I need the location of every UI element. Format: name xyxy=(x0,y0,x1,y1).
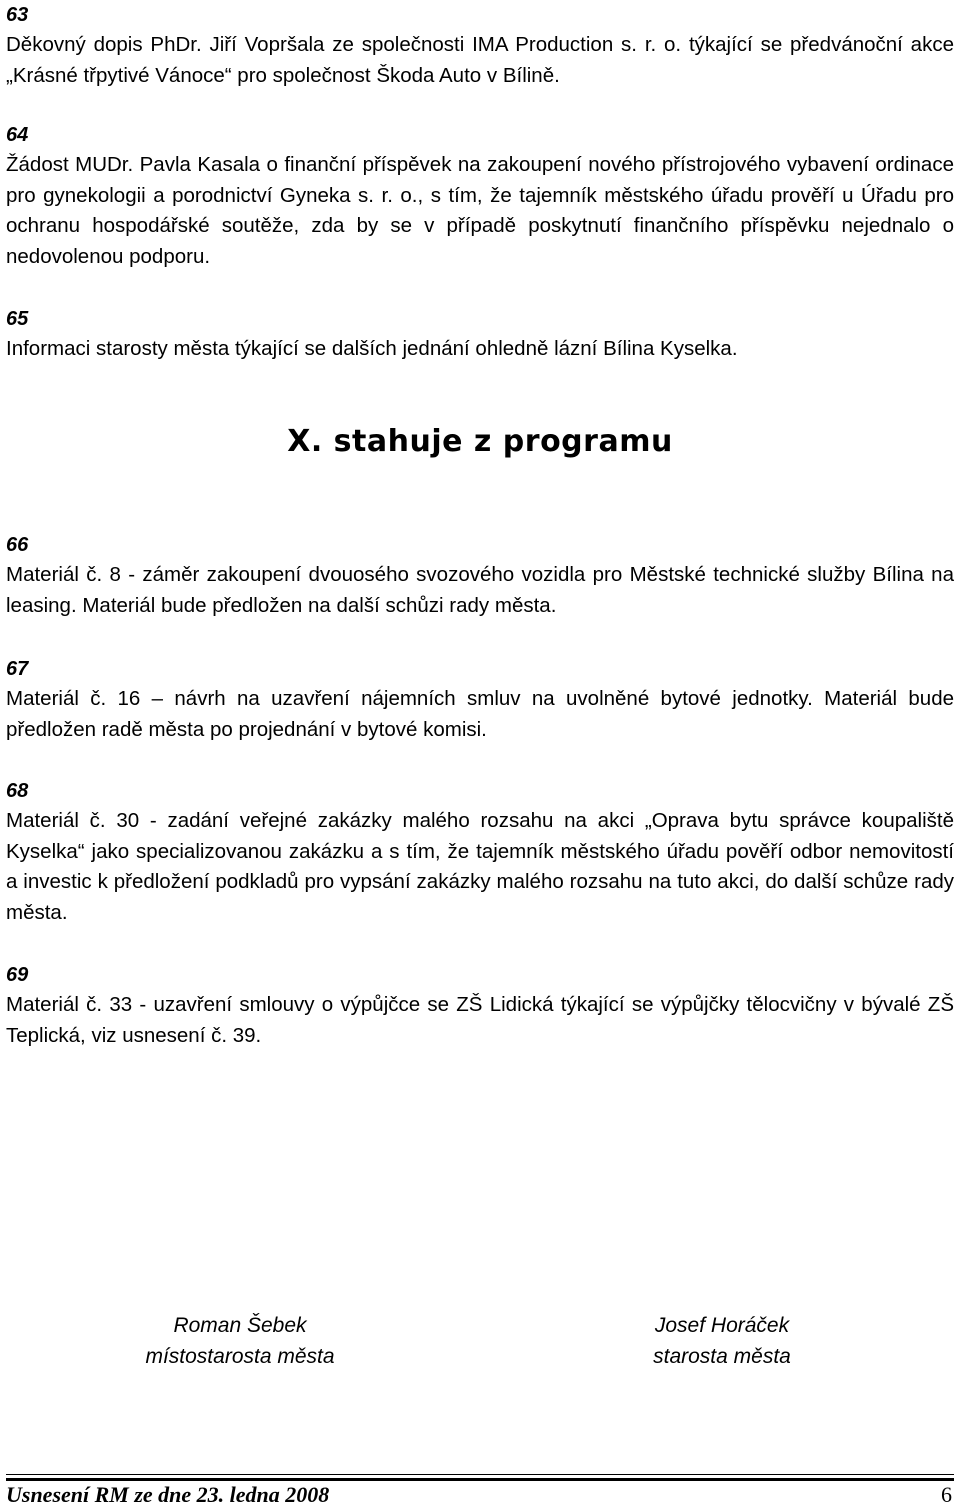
item-text: Děkovný dopis PhDr. Jiří Vopršala ze společnosti IMA Production s. r. o. týkající se předvánoční akce „Krásné třpytivé Vánoce“ pro společnost Škoda Auto v Bílině. xyxy=(6,33,954,87)
page-number: 6 xyxy=(941,1482,952,1507)
item-number: 69 xyxy=(6,964,29,986)
item-text: Materiál č. 33 - uzavření smlouvy o výpůjčce se ZŠ Lidická týkající se výpůjčky tělocvičny v bývalé ZŠ Teplická, viz usnesení č. 39. xyxy=(6,993,954,1047)
item-number: 63 xyxy=(6,4,29,26)
item-text: Materiál č. 16 – návrh na uzavření nájemních smluv na uvolněné bytové jednotky. Materiál bude předložen radě města po projednání v bytové komisi. xyxy=(6,687,954,741)
resolution-item-69 xyxy=(6,960,954,1051)
signatory-name: Roman Šebek xyxy=(173,1314,307,1337)
item-text: Materiál č. 8 - záměr zakoupení dvouosého svozového vozidla pro Městské technické služby Bílina na leasing. Materiál bude předložen na další schůzi rady města. xyxy=(6,563,954,617)
resolution-item-65 xyxy=(6,304,954,365)
item-text: Informaci starosty města týkající se dalších jednání ohledně lázní Bílina Kyselka. xyxy=(6,337,738,360)
item-number: 65 xyxy=(6,308,29,330)
resolution-item-68 xyxy=(6,776,954,928)
item-number: 67 xyxy=(6,658,29,680)
signatory-name: Josef Horáček xyxy=(654,1314,790,1337)
signatory-role: místostarosta města xyxy=(145,1345,335,1368)
item-text: Žádost MUDr. Pavla Kasala o finanční příspěvek na zakoupení nového přístrojového vybavení ordinace pro gynekologii a porodnictví Gyneka s. r. o., s tím, že tajemník městského úřadu prověří u Úřadu pro ochranu hospodářské soutěže, zda by se v případě poskytnutí finančního příspěvku nejednalo o nedovolenou podporu. xyxy=(6,153,954,268)
footer-title: Usnesení RM ze dne 23. ledna 2008 xyxy=(6,1482,330,1507)
footer-divider-thick xyxy=(6,1478,954,1481)
item-number: 66 xyxy=(6,534,29,556)
item-number: 68 xyxy=(6,780,29,802)
footer-divider-thin xyxy=(6,1474,954,1475)
resolution-item-63 xyxy=(6,0,954,91)
signature-deputy-mayor xyxy=(120,1310,360,1372)
section-heading: X. stahuje z programu xyxy=(287,424,673,459)
resolution-item-67 xyxy=(6,654,954,745)
signature-mayor xyxy=(602,1310,842,1372)
item-number: 64 xyxy=(6,124,29,146)
item-text: Materiál č. 30 - zadání veřejné zakázky malého rozsahu na akci „Oprava bytu správce koupaliště Kyselka“ jako specializovanou zakázku a s tím, že tajemník městského úřadu pověří odbor nemovitostí a investic k předložení podkladů pro vypsání zakázky malého rozsahu na tuto akci, do další schůze rady města. xyxy=(6,809,954,924)
resolution-item-64 xyxy=(6,120,954,272)
resolution-item-66 xyxy=(6,530,954,621)
signatory-role: starosta města xyxy=(653,1345,791,1368)
